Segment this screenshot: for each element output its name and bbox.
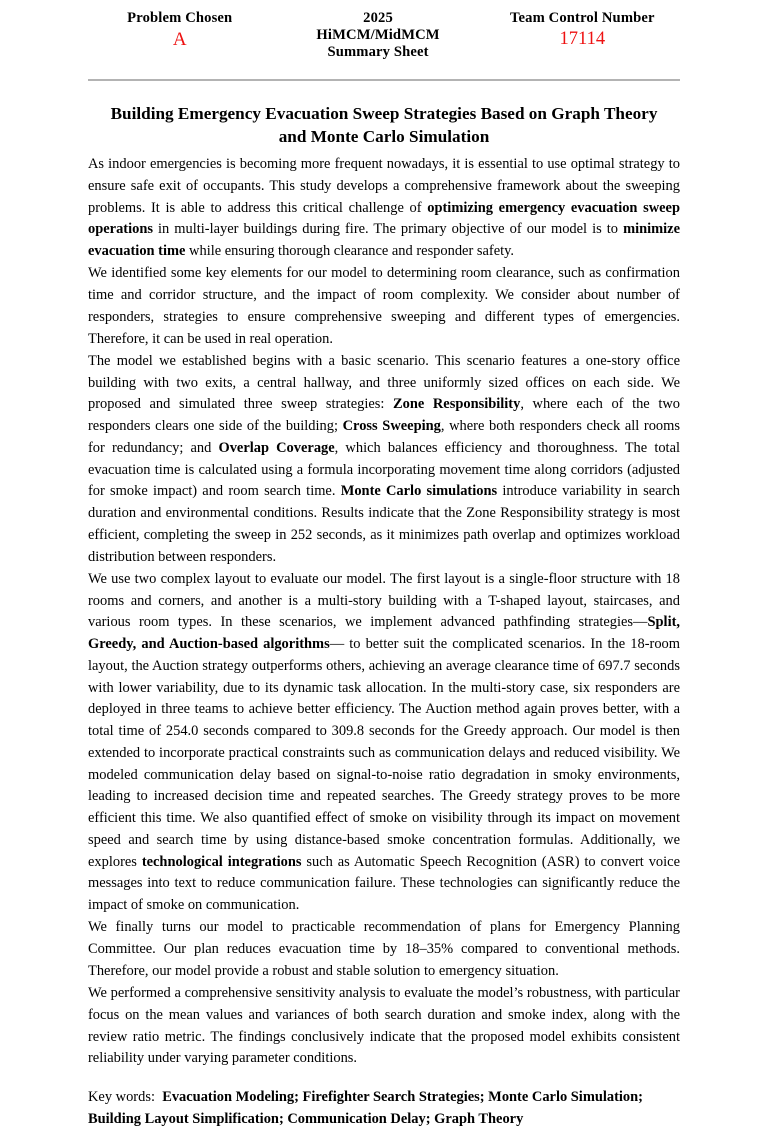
body-text: We performed a comprehensive sensitivity analysis to evaluate the model’s robustness, with particular focus on the mean values and variances of both search duration and smoke index, along with the review ratio metric. The findings conclusively indicate that the proposed model exhibits consistent reliability under varying parameter conditions. — [88, 985, 680, 1067]
keywords-section — [88, 1087, 680, 1130]
emphasis-text: Cross Sweeping — [342, 418, 441, 435]
problem-chosen-label: Problem Chosen — [127, 10, 233, 26]
contest-document-type: Summary Sheet — [327, 44, 429, 61]
body-text: — to better suit the complicated scenarios. In the 18-room layout, the Auction strategy outperforms others, achieving an average clearance time of 697.7 seconds with lower variability, due to its dynamic task allocation. In the multi-story case, six responders are deployed in three teams to achieve better efficiency. The Auction method again proves better, with a total time of 254.0 seconds compared to 309.8 seconds for the Greedy approach. Our model is then extended to incorporate practical constraints such as communication delays and reduced visibility. We modeled communication delay based on signal-to-noise ratio degradation in smoky environments, leading to increased decision time and repeated searches. The Greedy strategy proves to be more efficient this time. We also quantified effect of smoke on visibility through its impact on movement speed and search time by using distance-based smoke concentration formulas. Additionally, we explores — [88, 636, 680, 870]
emphasis-text: technological integrations — [141, 853, 302, 870]
abstract-body — [88, 154, 680, 1070]
abstract-paragraph — [88, 983, 680, 1070]
emphasis-text: Split, Greedy, and Auction-based algorithms — [88, 614, 680, 653]
abstract-paragraph — [88, 154, 680, 263]
emphasis-text: Monte Carlo simulations — [340, 483, 498, 500]
emphasis-text: Overlap Coverage — [218, 439, 335, 456]
team-control-number-value: 17114 — [559, 29, 606, 50]
body-text: , where both responders check all rooms for redundancy; and — [88, 418, 680, 456]
body-text: in multi-layer buildings during fire. The primary objective of our model is to — [152, 221, 624, 238]
body-text: while ensuring thorough clearance and responder safety. — [185, 243, 515, 260]
body-text: The model we established begins with a basic scenario. This scenario features a one-story office building with two exits, a central hallway, and three uniformly sized offices on each side. We proposed and simulated three sweep strategies: — [88, 352, 680, 413]
body-text: We use two complex layout to evaluate our model. The first layout is a single-floor structure with 18 rooms and corners, and another is a multi-story building with a T-shaped layout, staircases, and various room types. In these scenarios, we implement advanced pathfinding strategies— — [88, 570, 680, 631]
header-divider — [88, 79, 680, 81]
page-title-line-1: Building Emergency Evacuation Sweep Strategies Based on Graph Theory — [110, 103, 658, 123]
abstract-paragraph — [88, 569, 680, 917]
abstract-paragraph — [88, 917, 680, 982]
body-text: We identified some key elements for our model to determining room clearance, such as confirmation time and corridor structure, and the impact of room complexity. We consider about number of responders, strategies to ensure comprehensive sweeping and different types of emergencies. Therefore, it can be used in real operation. — [88, 265, 680, 347]
abstract-paragraph — [88, 263, 680, 350]
body-text: introduce variability in search duration and environmental conditions. Results indicate that the Zone Responsibility strategy is most efficient, completing the sweep in 252 seconds, as it minimizes path overlap and optimizes workload distribution between responders. — [88, 483, 680, 565]
body-text: , where each of the two responders clears one side of the building; — [88, 396, 680, 435]
body-text: We finally turns our model to practicable recommendation of plans for Emergency Planning Committee. Our plan reduces evacuation time by 18–35% compared to conventional methods. Therefore, our model provide a robust and stable solution to emergency situation. — [88, 919, 680, 979]
emphasis-text: optimizing emergency evacuation sweep operations — [88, 199, 680, 238]
body-text: As indoor emergencies is becoming more frequent nowadays, it is essential to use optimal strategy to ensure safe exit of occupants. This study develops a comprehensive framework about the sweeping problems. It is able to address this critical challenge of — [88, 156, 680, 216]
abstract-paragraph — [88, 351, 680, 569]
keywords-list: Evacuation Modeling; Firefighter Search Strategies; Monte Carlo Simulation; Building Layout Simplification; Communication Delay; Graph Theory — [88, 1089, 643, 1127]
page-title — [88, 102, 680, 148]
keywords-label: Key words: — [88, 1089, 155, 1106]
page-title-line-2: and Monte Carlo Simulation — [278, 126, 490, 146]
emphasis-text: Zone Responsibility — [392, 396, 521, 413]
problem-chosen-column — [88, 10, 272, 52]
problem-chosen-value: A — [172, 29, 187, 51]
contest-year: 2025 — [363, 10, 393, 26]
emphasis-text: minimize evacuation time — [88, 221, 680, 260]
sheet-header — [88, 0, 680, 62]
team-control-number-label: Team Control Number — [509, 10, 655, 26]
contest-name: HiMCM/MidMCM — [316, 27, 440, 44]
body-text: such as Automatic Speech Recognition (ASR) to convert voice messages into text to reduce communication failure. These technologies can significantly reduce the impact of smoke on communication. — [88, 853, 680, 914]
body-text: , which balances efficiency and thoroughness. The total evacuation time is calculated using a formula incorporating movement time along corridors (adjusted for smoke impact) and room search time. — [88, 439, 680, 500]
contest-title-column — [272, 10, 485, 62]
team-control-number-column — [485, 10, 680, 51]
